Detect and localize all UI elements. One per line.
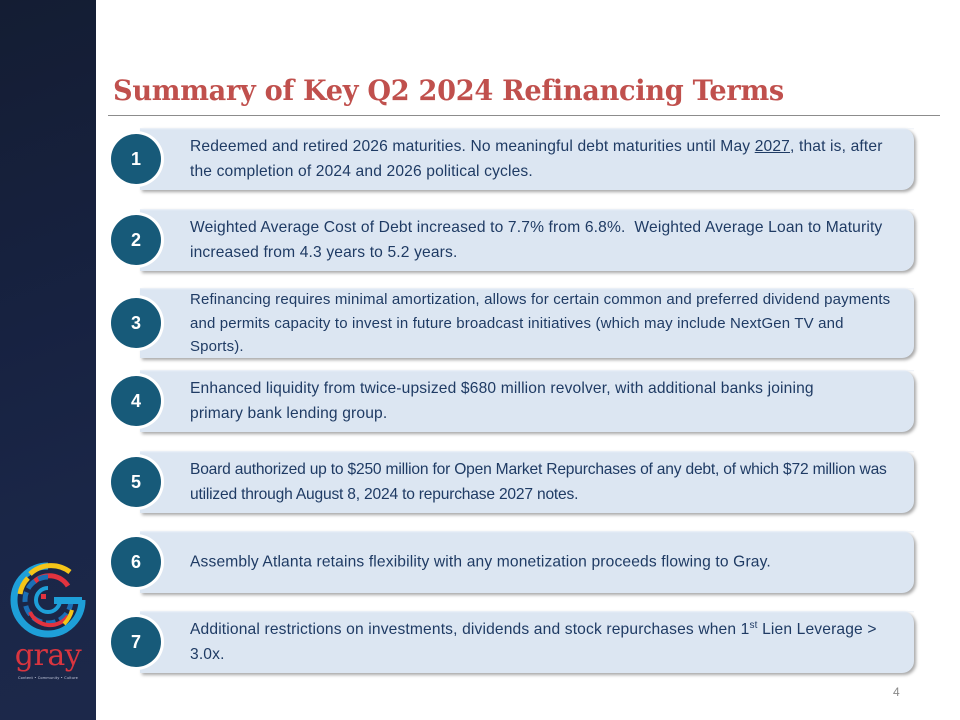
term-item-4 [108, 370, 914, 432]
term-text [190, 134, 900, 184]
number-badge [108, 373, 164, 429]
number-badge [108, 295, 164, 351]
page-number: 4 [893, 685, 900, 699]
term-text: Board authorized up to $250 million for Open Market Repurchases of any debt, of which $72 million was utilized through August 8, 2024 to repurchase 2027 notes. [190, 461, 887, 503]
badge-number: 1 [111, 134, 161, 184]
term-text: Refinancing requires minimal amortization, allows for certain common and preferred dividend payments and permits capacity to invest in future broadcast initiatives (which may include NextGen TV and Sports). [190, 290, 891, 355]
number-badge [108, 534, 164, 590]
term-item-1 [108, 128, 914, 190]
logo-tagline: Content • Community • Culture [18, 676, 78, 680]
title-divider [108, 115, 940, 116]
term-text [190, 617, 900, 667]
number-badge [108, 131, 164, 187]
gray-logo [4, 560, 92, 680]
badge-number: 7 [111, 617, 161, 667]
gray-g-logo-icon [8, 560, 88, 640]
number-badge [108, 454, 164, 510]
underlined-year: 2027 [754, 138, 790, 155]
logo-wordmark: gray [14, 638, 82, 673]
badge-number: 5 [111, 457, 161, 507]
term-text: Enhanced liquidity from twice-upsized $680 million revolver, with additional banks joining primary bank lending group. [190, 380, 814, 422]
badge-number: 3 [111, 298, 161, 348]
badge-number: 4 [111, 376, 161, 426]
superscript-st: st [749, 620, 758, 631]
number-badge [108, 212, 164, 268]
term-item-2 [108, 209, 914, 271]
badge-number: 6 [111, 537, 161, 587]
term-item-3 [108, 288, 914, 358]
term-text-part: , that is, after the completion of 2024 and 2026 political cycles. [190, 138, 883, 180]
slide-title: Summary of Key Q2 2024 Refinancing Terms [113, 74, 784, 107]
number-badge [108, 614, 164, 670]
term-text: Assembly Atlanta retains flexibility with any monetization proceeds flowing to Gray. [190, 553, 771, 571]
term-text-part: Lien Leverage > 3.0x. [190, 621, 877, 663]
sidebar [0, 0, 96, 720]
badge-number: 2 [111, 215, 161, 265]
term-text-part: Additional restrictions on investments, dividends and stock repurchases when 1 [190, 621, 750, 638]
term-item-5 [108, 451, 914, 513]
term-item-6 [108, 531, 914, 593]
term-text: Weighted Average Cost of Debt increased to 7.7% from 6.8%. Weighted Average Loan to Maturity increased from 4.3 years to 5.2 years. [190, 219, 887, 261]
term-item-7 [108, 611, 914, 673]
term-text-part: Redeemed and retired 2026 maturities. No meaningful debt maturities until May [190, 138, 755, 155]
